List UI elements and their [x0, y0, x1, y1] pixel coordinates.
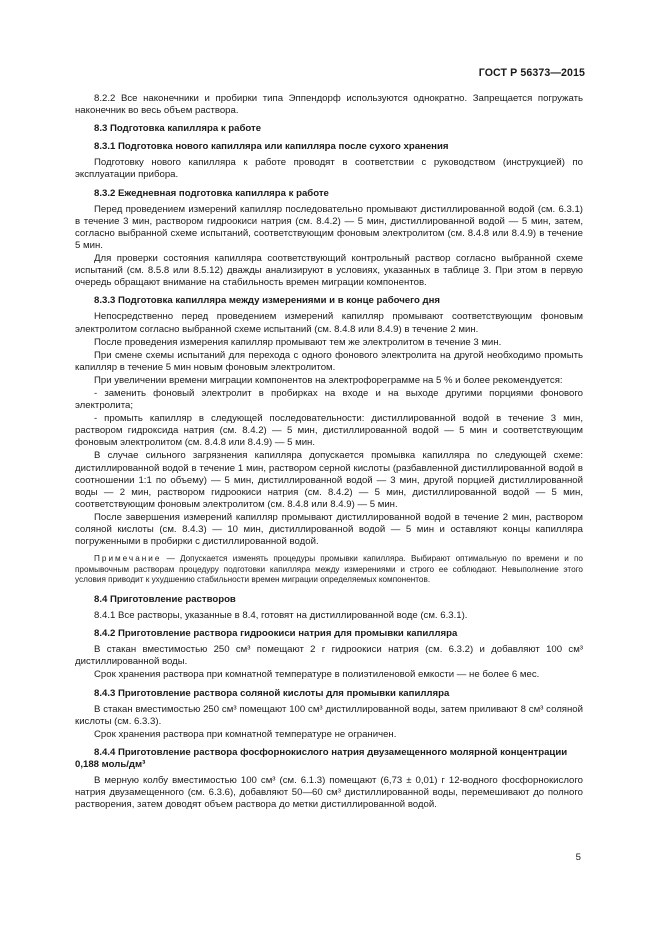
list-item: - промыть капилляр в следующей последовательности: дистиллированной водой в течение 3 мин, раствором гидроксида натрия (см. 8.4.2) — 5 мин, дистиллированной водой — 5 мин и соответствующим фоновым электролитом (см. 8.4.8 или 8.4.9) — 5 мин.	[75, 413, 583, 449]
section-heading: 8.3 Подготовка капилляра к работе	[94, 123, 262, 135]
paragraph: Срок хранения раствора при комнатной температуре не ограничен.	[94, 728, 397, 740]
section-heading: 8.4 Приготовление растворов	[94, 593, 236, 605]
note-label: Примечание	[94, 554, 162, 564]
paragraph: 8.4.1 Все растворы, указанные в 8.4, готовят на дистиллированной воде (см. 6.3.1).	[94, 610, 468, 622]
note	[75, 554, 583, 586]
paragraph: В стакан вместимостью 250 см³ помещают 100 см³ дистиллированной воды, затем приливают 8 см³ соляной кислоты (см. 6.3.3).	[75, 703, 583, 727]
paragraph: Перед проведением измерений капилляр последовательно промывают дистиллированной водой (см. 6.3.1) в течение 3 мин, раствором гидроокиси натрия (см. 8.4.2) — 5 мин, дистиллированной водой — 5 мин, затем, согласно выбранной схеме испытаний, соответствующим фоновым электролитом (см. 8.4.8 или 8.4.9) в течение 5 мин.	[75, 203, 583, 251]
paragraph: Подготовку нового капилляра к работе проводят в соответствии с руководством (инструкцией) по эксплуатации прибора.	[75, 157, 583, 181]
paragraph: Для проверки состояния капилляра соответствующий контрольный раствор согласно выбранной схеме испытаний (см. 8.5.8 или 8.5.12) дважды анализируют в условиях, указанных в таблице 3. При этом в первую очередь обращают внимание на стабильность времен миграции компонентов.	[75, 253, 583, 289]
section-heading: 8.3.1 Подготовка нового капилляра или капилляра после сухого хранения	[94, 141, 449, 153]
paragraph: После проведения измерения капилляр промывают тем же электролитом в течение 3 мин.	[94, 336, 502, 348]
paragraph: В случае сильного загрязнения капилляра допускается промывка капилляра по следующей схеме: дистиллированной водой в течение 1 мин, раствором серной кислоты (разбавленной дистиллированной водой в соотношении 1:1 по объему) — 5 мин, дистиллированной водой — 3 мин, другой порцией дистиллированной воды — 2 мин, раствором гидроокиси натрия (см. 8.4.2) — 5 мин, дистиллированной водой — 5 мин, соответствующим фоновым электролитом (см. 8.4.8 или 8.4.9) — 5 мин.	[75, 450, 583, 510]
paragraph: При смене схемы испытаний для перехода с одного фонового электролита на другой необходимо промыть капилляр в течение 5 мин новым фоновым электролитом.	[75, 349, 583, 373]
section-heading: 8.3.2 Ежедневная подготовка капилляра к работе	[94, 187, 329, 199]
paragraph: В мерную колбу вместимостью 100 см³ (см. 6.1.3) помещают (6,73 ± 0,01) г 12-водного фосфорнокислого натрия двузамещенного (см. 6.3.6), добавляют 50—60 см³ дистиллированной воды, перемешивают до полного растворения, затем доводят объем раствора до метки дистиллированной водой.	[75, 775, 583, 811]
paragraph: Непосредственно перед проведением измерений капилляр промывают соответствующим фоновым электролитом согласно выбранной схеме испытаний (см. 8.4.8 или 8.4.9) в течение 2 мин.	[75, 311, 583, 335]
document-body	[75, 93, 583, 811]
page-number: 5	[575, 852, 581, 863]
section-heading: 8.4.2 Приготовление раствора гидроокиси натрия для промывки капилляра	[94, 628, 458, 640]
document-header-id: ГОСТ Р 56373—2015	[478, 67, 585, 79]
paragraph: После завершения измерений капилляр промывают дистиллированной водой в течение 2 мин, раствором соляной кислоты (см. 8.4.3) — 10 мин, дистиллированной водой — 5 мин и оставляют концы капилляра погруженными в пробирки с дистиллированной водой.	[75, 511, 583, 548]
paragraph: В стакан вместимостью 250 см³ помещают 2 г гидроокиси натрия (см. 6.3.2) и добавляют 100 см³ дистиллированной воды.	[75, 644, 583, 668]
note-text: — Допускается изменять процедуры промывки капилляра. Выбирают оптимальную по времени и по промывочным растворам процедуру подготовки капилляра между измерениями и строго ее соблюдают. Невыполнение этого условия приводит к ухудшению стабильности времен миграции определяемых компонентов.	[75, 554, 583, 585]
section-heading: 8.3.3 Подготовка капилляра между измерениями и в конце рабочего дня	[94, 295, 441, 307]
list-item: - заменить фоновый электролит в пробирках на входе и на выходе другими порциями фонового электролита;	[75, 387, 583, 412]
section-heading: 8.4.4 Приготовление раствора фосфорнокислого натрия двузамещенного молярной концентрации 0,188 моль/дм³	[75, 746, 568, 770]
paragraph: Срок хранения раствора при комнатной температуре в полиэтиленовой емкости — не более 6 мес.	[94, 669, 540, 681]
section-heading: 8.4.3 Приготовление раствора соляной кислоты для промывки капилляра	[94, 687, 450, 699]
paragraph: 8.2.2 Все наконечники и пробирки типа Эппендорф используются однократно. Запрещается погружать наконечник во весь объем раствора.	[75, 93, 583, 117]
paragraph: При увеличении времени миграции компонентов на электрофореграмме на 5 % и более рекомендуется:	[94, 374, 563, 386]
